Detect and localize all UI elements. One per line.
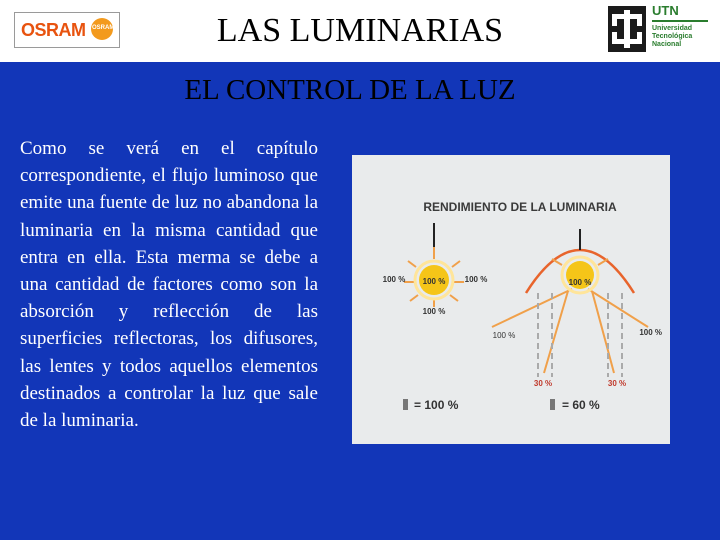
utn-line-1: Universidad xyxy=(652,25,693,32)
loss-label-left: 30 % xyxy=(533,379,553,388)
left-side-label: 100 % xyxy=(382,275,406,284)
left-lamp-label: 100 % xyxy=(422,277,446,286)
right-lamp-symbol-icon xyxy=(550,399,555,410)
efficiency-diagram xyxy=(352,155,670,444)
right-lamp-label: 100 % xyxy=(568,278,592,287)
utn-line-2: Tecnológica xyxy=(652,33,693,40)
utn-emblem-icon xyxy=(608,6,646,52)
page-title: LAS LUMINARIAS xyxy=(216,12,504,49)
header-bar xyxy=(0,0,720,62)
right-left-label: 100 % xyxy=(492,331,516,340)
utn-logo xyxy=(608,4,712,56)
right-result: = 60 % xyxy=(562,398,600,412)
left-lamp-symbol-icon xyxy=(403,399,408,410)
left-right-label: 100 % xyxy=(464,275,488,284)
left-result: = 100 % xyxy=(414,398,459,412)
luminaire-efficiency-figure xyxy=(352,155,670,444)
reflected-light-dashes xyxy=(538,293,622,377)
section-subtitle: EL CONTROL DE LA LUZ xyxy=(184,74,516,106)
utn-name: UTN xyxy=(652,3,679,18)
body-paragraph: Como se verá en el capítulo correspondiente, el flujo luminoso que emite una fuente de luz no abandona la luminaria en la misma cantidad que entra en ella. Esta merma se debe a una cantidad de factores como son la absorción y reflección de las superficies reflectoras, los difusores, las lentes y todos aquellos elementos destinados a controlar la luz que sale de la luminaria. xyxy=(20,138,318,432)
osram-badge-icon: OSRAM xyxy=(91,18,113,40)
utn-line-3: Nacional xyxy=(652,41,682,48)
figure-title: RENDIMIENTO DE LA LUMINARIA xyxy=(423,200,617,214)
right-right-label: 100 % xyxy=(639,328,662,337)
osram-logo-text: OSRAM xyxy=(21,20,86,40)
left-bottom-label: 100 % xyxy=(422,307,446,316)
loss-label-right: 30 % xyxy=(607,379,627,388)
